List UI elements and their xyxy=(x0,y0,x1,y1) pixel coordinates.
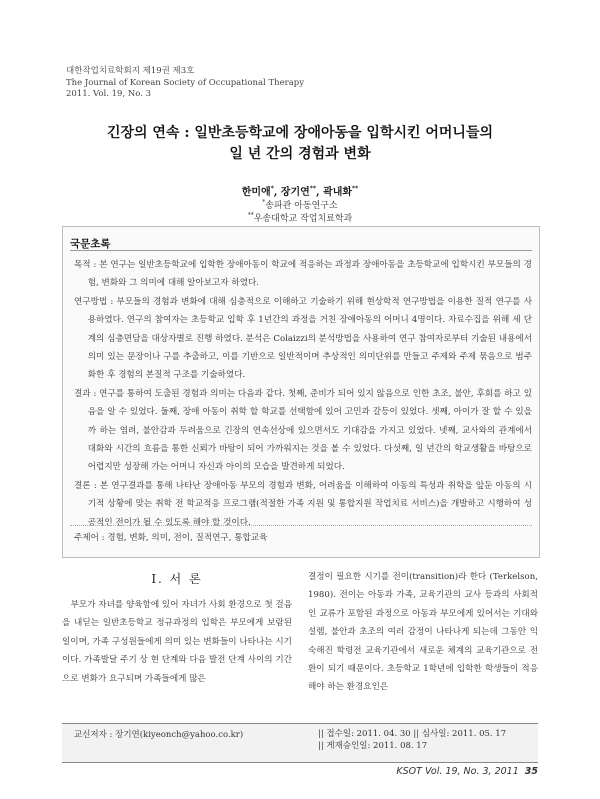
abstract-method: 연구방법 : 부모들의 경험과 변화에 대해 심층적으로 이해하고 기술하기 위해 현상학적 연구방법을 이용한 질적 연구를 사용하였다. 연구의 참여자는 초등학교 입학 후 1년간의 과정을 거친 장애아동의 어머니 4명이다. 자료수집을 위해 세 단계의 심층면담을 대상자별로 진행 하였다. 분석은 Colaizzi의 분석방법을 사용하여 연구 참여자로부터 기술된 내용에서 의미 있는 문장이나 구를 추출하고, 이를 기반으로 일반적이며 추상적인 의미단위를 만들고 주제와 주제 묶음으로 범주화한 후 경험의 본질적 구조를 기술하였다. xyxy=(74,296,532,381)
affiliation-1: *송파관 아동연구소 xyxy=(262,199,338,211)
author-name: 한미애 xyxy=(241,187,271,198)
body-column-left: 부모가 자녀를 양육함에 있어 자녀가 사회 환경으로 첫 걸음을 내딛는 일반초등학교 정규과정의 입학은 부모에게 보람된 일이며, 가족 구성원들에게 의미 있는 변화들이 나타나는 시기이다. 가족발달 주기 상 현 단계와 다음 발전 단계 사이의 기간으로 변화가 요구되며 가족들에게 많은 xyxy=(62,600,292,684)
received-reviewed-dates: || 접수일: 2011. 04. 30 || 심사일: 2011. 05. 17 xyxy=(318,729,507,739)
page-footer xyxy=(396,766,538,777)
body-column-right: 결정이 필요한 시기를 전이(transition)라 한다 (Terkelson, 1980). 전이는 아동과 가족, 교육기관의 교사 등과의 사회적인 교류가 포함된 과정으로 아동과 부모에게 있어서는 기대와 설렘, 불안과 초조의 여러 감정이 나타나게 되는데 그동안 익숙해진 학령전 교육기관에서 새로운 체계의 교육기관으로 전환이 되기 때문이다. 초등학교 1학년에 입학한 학생들이 적응해야 하는 환경요인은 xyxy=(308,572,538,693)
journal-name-korean: 대한작업치료학회지 제19권 제3호 xyxy=(66,66,195,76)
keywords-divider xyxy=(70,525,532,526)
abstract-body xyxy=(74,256,532,532)
keywords: 주제어 : 경험, 변화, 의미, 전이, 질적연구, 통합교육 xyxy=(74,533,268,543)
paper-title-line2: 일 년 간의 경험과 변화 xyxy=(229,146,371,162)
abstract-conclusion: 결론 : 본 연구결과를 통해 나타난 장애아동 부모의 경험과 변화, 어려움을 이해하여 아동의 특성과 취학을 앞둔 아동의 시기적 상황에 맞는 취학 전 학교적응 프로그램(적절한 가족 지원 및 통합지원 작업치료 서비스)을 개발하고 시행하여 성공적인 전이가 될 수 있도록 해야 할 것이다. xyxy=(74,480,532,528)
journal-name-english: The Journal of Korean Society of Occupational Therapy xyxy=(66,77,305,88)
section-heading: Ⅰ. 서 론 xyxy=(151,572,203,586)
page-number: 35 xyxy=(524,766,538,777)
submission-dates xyxy=(318,728,506,752)
author-name: 곽내화 xyxy=(323,187,353,198)
abstract-results: 결과 : 연구를 통하여 도출된 경험과 의미는 다음과 같다. 첫째, 준비가 되어 있지 않음으로 인한 초조, 불안, 후회를 하고 있음을 알 수 있었다. 둘째, 장애 아동이 취학 할 학교를 선택함에 있어 고민과 갈등이 있었다. 셋째, 아이가 잘 할 수 있을까 하는 염려, 불안감과 두려움으로 긴장의 연속선상에 있으면서도 기대감을 가지고 있었다. 넷째, 교사와의 관계에서 대화와 시간의 흐름을 통한 신뢰가 바탕이 되어 가까워지는 것을 볼 수 있었다. 다섯째, 일 년간의 학교생활을 바탕으로 어렵지만 성장해 가는 어머니 자신과 아이의 모습을 발견하게 되었다. xyxy=(74,388,532,473)
abstract-title: 국문초록 xyxy=(70,238,111,250)
journal-volume: 2011. Vol. 19, No. 3 xyxy=(66,89,152,99)
abstract-divider xyxy=(70,250,532,251)
corresponding-author: 교신저자 : 장기연(kiyeonch@yahoo.co.kr) xyxy=(74,730,244,740)
affiliation-2: **우송대학교 작업치료학과 xyxy=(247,212,353,224)
journal-citation: KSOT Vol. 19, No. 3, 2011 xyxy=(396,766,519,777)
journal-header xyxy=(66,66,304,101)
paper-title-line1: 긴장의 연속 : 일반초등학교에 장애아동을 입학시킨 어머니들의 xyxy=(106,125,494,141)
abstract-purpose: 목적 : 본 연구는 일반초등학교에 입학한 장애아동이 학교에 적응하는 과정과 장애아동을 초등학교에 입학시킨 부모들의 경험, 변화와 그 의미에 대해 알아보고자 하였다. xyxy=(74,260,532,289)
accepted-date: || 게재승인일: 2011. 08. 17 xyxy=(318,741,428,751)
author-name: 장기연 xyxy=(280,187,310,198)
author-list: 한미애*, 장기연**, 곽내화** xyxy=(241,185,359,198)
